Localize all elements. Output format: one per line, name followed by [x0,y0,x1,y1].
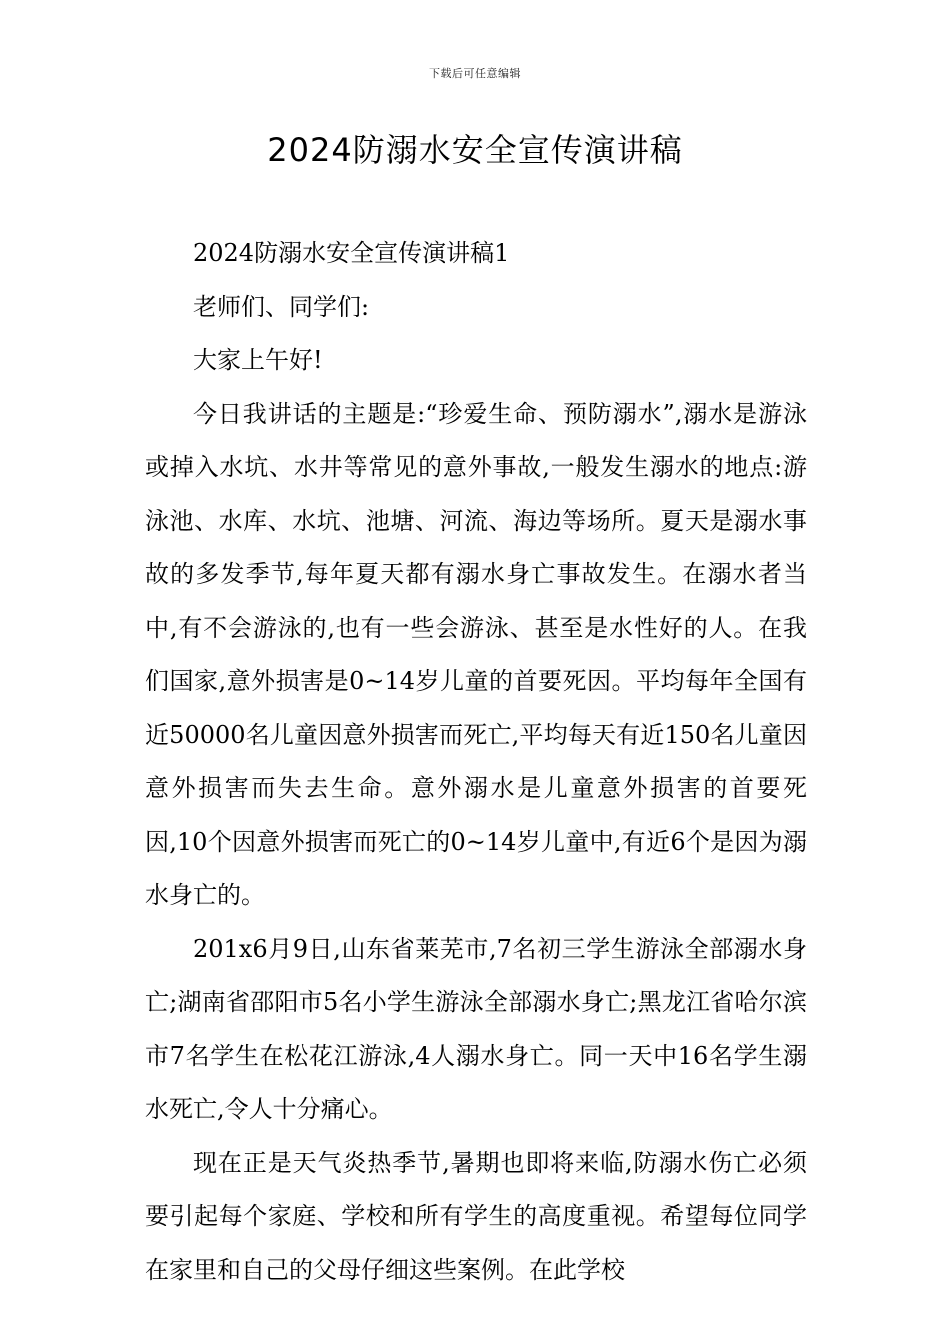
paragraph-greeting: 大家上午好! [193,346,323,374]
paragraph-appeal: 现在正是天气炎热季节,暑期也即将来临,防溺水伤亡必须要引起每个家庭、学校和所有学生的高度重视。希望每位同学在家里和自己的父母仔细这些案例。在此学校 [145,1148,807,1284]
document-title: 2024防溺水安全宣传演讲稿 [267,131,683,169]
paragraph-subtitle: 2024防溺水安全宣传演讲稿1 [193,239,510,267]
paragraph-topic: 今日我讲话的主题是:“珍爱生命、预防溺水”,溺水是游泳或掉入水坑、水井等常见的意外事故,一般发生溺水的地点:游泳池、水库、水坑、池塘、河流、海边等场所。夏天是溺水事故的多发季节,每年夏天都有溺水身亡事故发生。在溺水者当中,有不会游泳的,也有一些会游泳、甚至是水性好的人。在我们国家,意外损害是0~14岁儿童的首要死因。平均每年全国有近50000名儿童因意外损害而死亡,平均每天有近150名儿童因意外损害而失去生命。意外溺水是儿童意外损害的首要死因,10个因意外损害而死亡的0~14岁儿童中,有近6个是因为溺水身亡的。 [145,399,807,909]
paragraph-salutation: 老师们、同学们: [193,292,370,321]
header-note: 下载后可任意编辑 [429,67,521,80]
paragraph-incidents: 201x6月9日,山东省莱芜市,7名初三学生游泳全部溺水身亡;湖南省邵阳市5名小学生游泳全部溺水身亡;黑龙江省哈尔滨市7名学生在松花江游泳,4人溺水身亡。同一天中16名学生溺水死亡,令人十分痛心。 [145,934,807,1123]
document-body [145,227,807,1297]
